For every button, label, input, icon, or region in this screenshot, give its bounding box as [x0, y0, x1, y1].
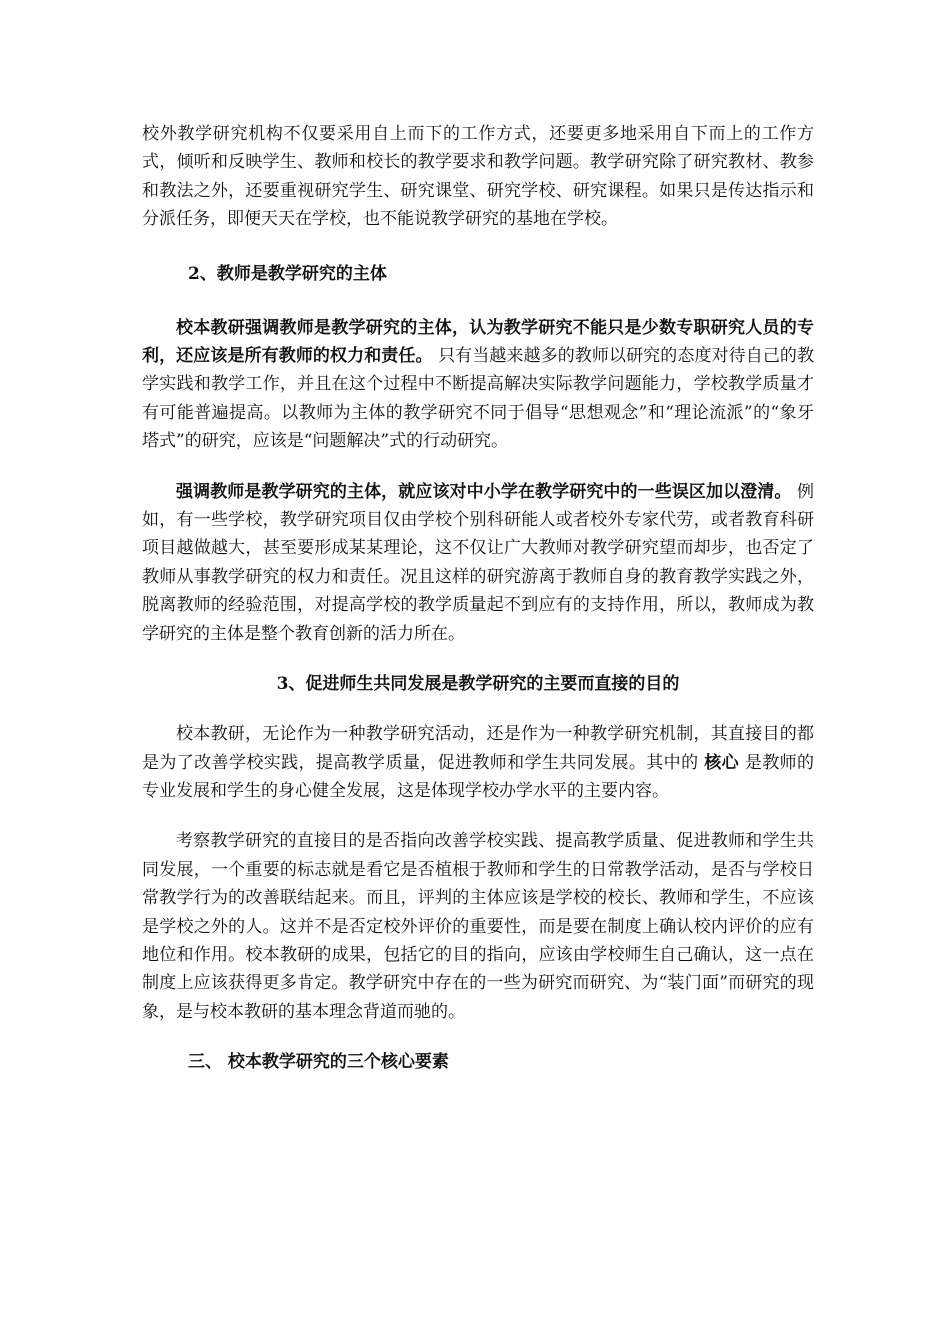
- spacer: [142, 234, 814, 260]
- paragraph-5: 考察教学研究的直接目的是否指向改善学校实践、提高教学质量、促进教师和学生共同发展，一个重要的标志就是看它是否植根于教师和学生的日常教学活动，是否与学校日常教学行为的改善联结起来。而且，评判的主体应该是学校的校长、教师和学生，不应该是学校之外的人。这并不是否定校外评价的重要性，而是要在制度上确认校内评价的应有地位和作用。校本教研的成果，包括它的目的指向，应该由学校师生自己确认，这一点在制度上应该获得更多肯定。教学研究中存在的一些为研究而研究、为“装门面”而研究的现象，是与校本教研的基本理念背道而驰的。: [142, 831, 814, 1022]
- paragraph-2: [142, 314, 814, 456]
- spacer: [142, 648, 814, 670]
- paragraph-4-bold: 核心: [704, 752, 740, 773]
- paragraph-4-part-a: 校本教研，无论作为一种教学研究活动，还是作为一种教学研究机制，其直接目的都是为了改善学校实践，提高教学质量，促进教师和学生共同发展。其中的: [142, 724, 814, 773]
- paragraph-2-bold: 校本教研强调教师是教学研究的主体，认为教学研究不能只是少数专职研究人员的专利，还应该是所有教师的权力和责任。: [142, 317, 814, 367]
- chapter-heading-three: 三、 校本教学研究的三个核心要素: [188, 1052, 449, 1073]
- section-heading-2: 2、教师是教学研究的主体: [188, 263, 387, 284]
- spacer: [142, 288, 814, 314]
- spacer: [142, 698, 814, 720]
- spacer: [142, 805, 814, 827]
- paragraph-1: 校外教学研究机构不仅要采用自上而下的工作方式，还要更多地采用自下而上的工作方式，倾听和反映学生、教师和校长的教学要求和教学问题。教学研究除了研究教材、教参和教法之外，还要重视研究学生、研究课堂、研究学校、研究课程。如果只是传达指示和分派任务，即便天天在学校，也不能说教学研究的基地在学校。: [142, 124, 814, 230]
- paragraph-3-bold: 强调教师是教学研究的主体，就应该对中小学在教学研究中的一些误区加以澄清。: [176, 481, 792, 502]
- paragraph-4-part-b: 是教师的专业发展和学生的身心健全发展，这是体现学校办学水平的主要内容。: [142, 752, 815, 801]
- paragraph-2-rest: 只有当越来越多的教师以研究的态度对待自己的教学实践和教学工作，并且在这个过程中不断提高解决实际教学问题能力，学校教学质量才有可能普遍提高。以教师为主体的教学研究不同于倡导“思想观念”和“理论流派”的“象牙塔式”的研究，应该是“问题解决”式的行动研究。: [142, 346, 815, 452]
- paragraph-3: [142, 478, 814, 648]
- paragraph-4: [142, 720, 814, 805]
- paragraph-3-rest: 例如，有一些学校，教学研究项目仅由学校个别科研能人或者校外专家代劳，或者教育科研项目越做越大，甚至要形成某某理论，这不仅让广大教师对教学研究望而却步，也否定了教师从事教学研究的权力和责任。况且这样的研究游离于教师自身的教育教学实践之外，脱离教师的经验范围，对提高学校的教学质量起不到应有的支持作用，所以，教师成为教学研究的主体是整个教育创新的活力所在。: [142, 481, 815, 644]
- document-page: [142, 120, 814, 1076]
- spacer: [142, 1026, 814, 1048]
- spacer: [142, 456, 814, 478]
- section-heading-3: 3、促进师生共同发展是教学研究的主要而直接的目的: [276, 674, 680, 695]
